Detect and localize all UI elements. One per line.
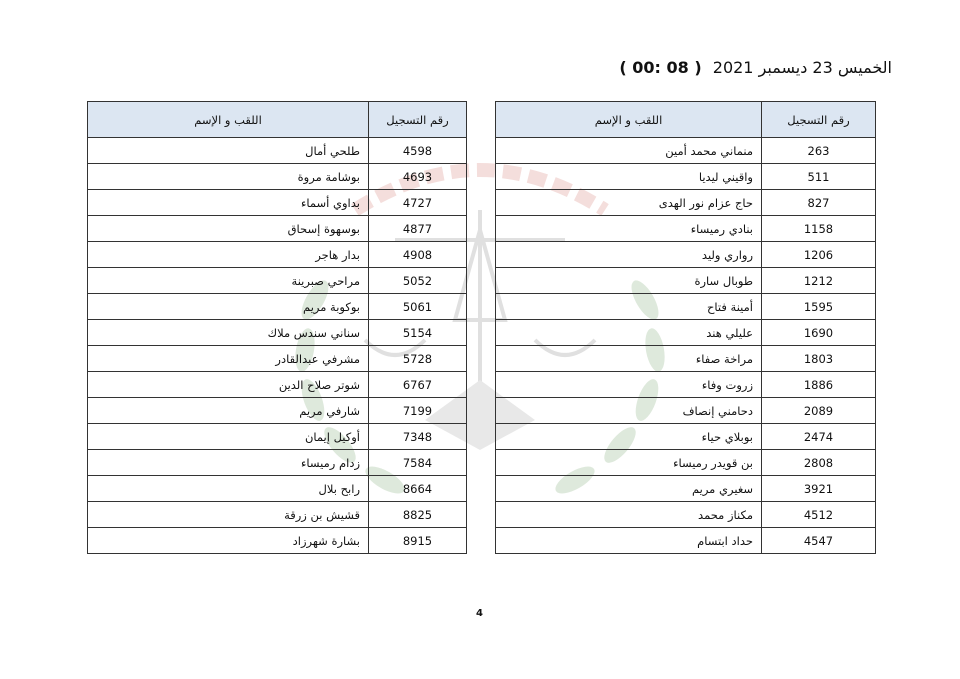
table-row [496,346,876,372]
student-name: سغيري مريم [496,476,762,502]
registration-number: 1886 [762,372,876,398]
student-name: بنادي رميساء [496,216,762,242]
registration-number: 4547 [762,528,876,554]
student-name: بوكوبة مريم [88,294,369,320]
registration-number: 8915 [369,528,467,554]
table-header-row [88,102,467,138]
registration-number: 4598 [369,138,467,164]
student-name: بدار هاجر [88,242,369,268]
table-row [88,190,467,216]
exam-session-heading [619,58,892,77]
registration-number: 5728 [369,346,467,372]
table-row [88,164,467,190]
registration-number: 7199 [369,398,467,424]
registration-table-right [495,101,876,554]
registration-number: 1803 [762,346,876,372]
student-name: بوشامة مروة [88,164,369,190]
registration-number: 7348 [369,424,467,450]
student-name: منماني محمد أمين [496,138,762,164]
registration-number: 263 [762,138,876,164]
registration-number: 4877 [369,216,467,242]
student-name: بوبلاي حياء [496,424,762,450]
registration-number: 1206 [762,242,876,268]
student-name: دحامني إنصاف [496,398,762,424]
student-name: طلحي أمال [88,138,369,164]
student-name: شارفي مريم [88,398,369,424]
registration-number: 511 [762,164,876,190]
table-row [88,502,467,528]
table-row [88,528,467,554]
table-row [496,268,876,294]
exam-time: ( 08 :00 ) [619,58,702,77]
table-row [496,502,876,528]
student-name: بوسهوة إسحاق [88,216,369,242]
table-row [88,216,467,242]
table-row [496,138,876,164]
registration-number: 827 [762,190,876,216]
student-name: مكناز محمد [496,502,762,528]
student-name: زدام رميساء [88,450,369,476]
registration-number: 5154 [369,320,467,346]
student-name: شوتر صلاح الدين [88,372,369,398]
registration-number: 7584 [369,450,467,476]
registration-number: 4512 [762,502,876,528]
student-name: زروت وفاء [496,372,762,398]
student-name: بشارة شهرزاد [88,528,369,554]
table-row [88,138,467,164]
registration-number: 3921 [762,476,876,502]
student-name: مشرفي عبدالقادر [88,346,369,372]
table-row [496,190,876,216]
registration-number: 2089 [762,398,876,424]
column-header-name: اللقب و الإسم [88,102,369,138]
table-header-row [496,102,876,138]
table-row [88,346,467,372]
table-row [88,372,467,398]
registration-number: 8664 [369,476,467,502]
student-name: قشيش بن زرقة [88,502,369,528]
student-name: مراخة صفاء [496,346,762,372]
table-row [496,164,876,190]
student-name: بداوي أسماء [88,190,369,216]
table-row [496,476,876,502]
table-row [496,372,876,398]
table-row [496,398,876,424]
registration-number: 8825 [369,502,467,528]
table-row [496,528,876,554]
table-row [496,216,876,242]
table-row [496,294,876,320]
registration-number: 1690 [762,320,876,346]
student-name: رابح بلال [88,476,369,502]
table-row [88,398,467,424]
exam-date: الخميس 23 ديسمبر 2021 [712,58,892,77]
page-number: 4 [476,608,483,619]
table-row [88,268,467,294]
table-row [88,242,467,268]
column-header-name: اللقب و الإسم [496,102,762,138]
table-body [88,138,467,554]
table-row [88,424,467,450]
table-row [496,424,876,450]
table-row [88,294,467,320]
table-row [496,320,876,346]
registration-number: 5061 [369,294,467,320]
table-row [88,320,467,346]
registration-number: 4693 [369,164,467,190]
registration-number: 1595 [762,294,876,320]
registration-table-left [87,101,467,554]
column-header-number: رقم التسجيل [369,102,467,138]
registration-number: 4908 [369,242,467,268]
table-body [496,138,876,554]
student-name: رواري وليد [496,242,762,268]
student-name: مراحي صبرينة [88,268,369,294]
registration-number: 2474 [762,424,876,450]
registration-number: 4727 [369,190,467,216]
student-name: حاج عزام نور الهدى [496,190,762,216]
table-row [496,450,876,476]
student-name: واقيني ليديا [496,164,762,190]
registration-number: 1158 [762,216,876,242]
column-header-number: رقم التسجيل [762,102,876,138]
student-name: طوبال سارة [496,268,762,294]
table-row [88,476,467,502]
student-name: سناني سندس ملاك [88,320,369,346]
student-name: أوكيل إيمان [88,424,369,450]
registration-number: 6767 [369,372,467,398]
student-name: حداد ابتسام [496,528,762,554]
student-name: بن قويدر رميساء [496,450,762,476]
table-row [496,242,876,268]
registration-number: 2808 [762,450,876,476]
student-name: أمينة فتاح [496,294,762,320]
student-name: عليلي هند [496,320,762,346]
table-row [88,450,467,476]
registration-number: 1212 [762,268,876,294]
registration-number: 5052 [369,268,467,294]
